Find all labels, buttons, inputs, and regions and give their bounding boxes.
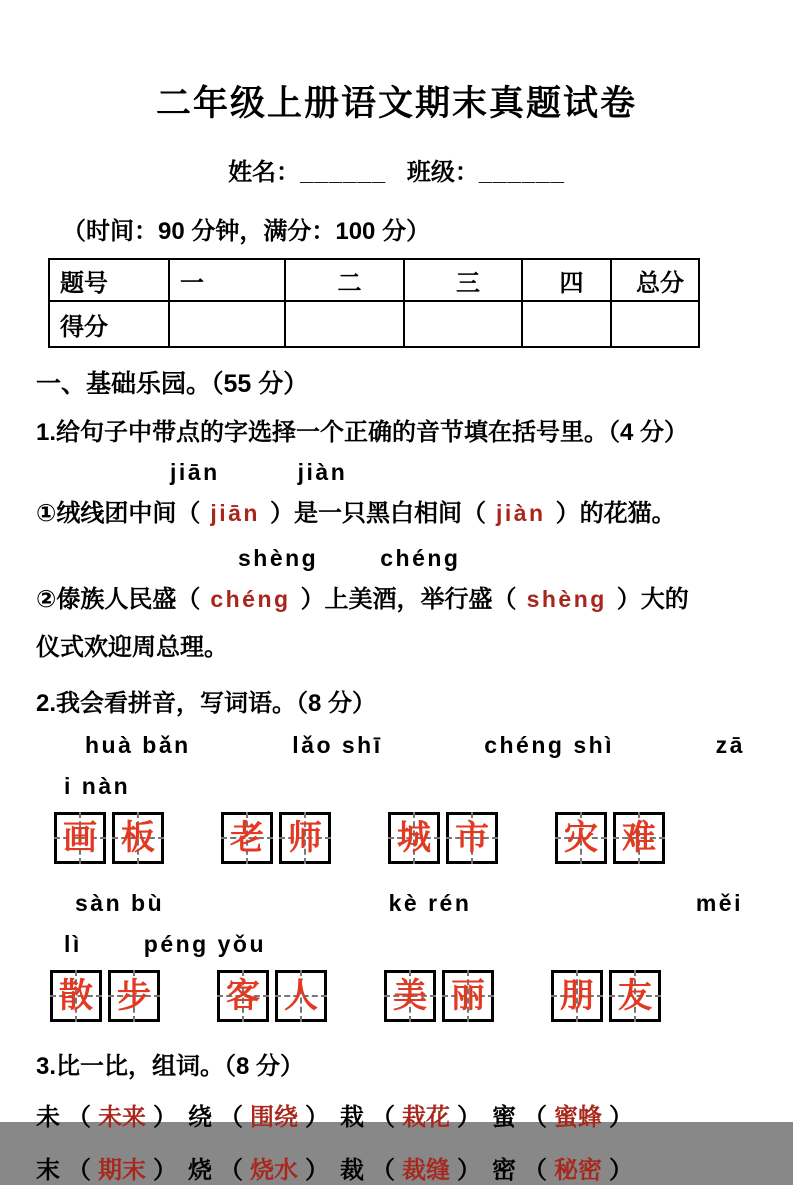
character-box	[217, 970, 269, 1022]
q1-s2-answer-2: shèng	[526, 586, 607, 612]
q3-prompt: 3.比一比，组词。（8 分）	[36, 1053, 305, 1080]
paren-open: （	[371, 1104, 395, 1131]
q1-choice-sheng4: shèng	[238, 545, 319, 571]
time-score-note: （时间：90 分钟，满分：100 分）	[62, 218, 431, 245]
pinyin-li-part2: lì	[64, 931, 82, 957]
character-box	[551, 970, 603, 1022]
q1-sentence-1	[36, 496, 757, 531]
character-box	[279, 812, 331, 864]
q1-sentence-2	[36, 582, 757, 617]
word-pair-laoshi	[221, 812, 331, 864]
base-character: 未	[36, 1104, 60, 1131]
q2-prompt: 2.我会看拼音，写词语。（8 分）	[36, 690, 377, 717]
q1-s1-text: ）的花猫。	[555, 500, 676, 527]
answer-word: 围绕	[250, 1104, 298, 1131]
q1-s2-text: ）大的	[616, 586, 689, 613]
paren-close: ）	[457, 1157, 481, 1184]
answer-word: 秘密	[554, 1157, 602, 1184]
character-box	[446, 812, 498, 864]
q1-choice-cheng2: chéng	[380, 545, 461, 571]
paren-open: （	[219, 1104, 243, 1131]
answer-character: 老	[230, 819, 264, 857]
answer-word: 期末	[98, 1157, 146, 1184]
q1-choice-jian1: jiān	[170, 459, 220, 485]
character-box	[442, 970, 494, 1022]
q1-s2-answer-1: chéng	[210, 586, 291, 612]
name-blank: ______	[300, 159, 387, 186]
paren-close: ）	[609, 1157, 633, 1184]
q2-pinyin-row1-line2: i nàn	[64, 773, 131, 799]
answer-word: 裁缝	[402, 1157, 450, 1184]
score-header-cell: 二	[285, 259, 404, 301]
character-box	[613, 812, 665, 864]
answer-character: 市	[455, 819, 489, 857]
q3-line2	[36, 1150, 793, 1185]
page-title: 二年级上册语文期末真题试卷	[155, 84, 637, 123]
answer-character: 朋	[560, 977, 594, 1015]
answer-character: 散	[59, 977, 93, 1015]
answer-character: 丽	[451, 977, 485, 1015]
q1-choice-line-1	[170, 459, 793, 486]
score-cell-empty	[611, 301, 699, 347]
answer-word: 烧水	[250, 1157, 298, 1184]
score-cell-empty	[522, 301, 611, 347]
character-box	[384, 970, 436, 1022]
score-header-cell: 四	[522, 259, 611, 301]
pinyin-ke-ren: kè rén	[388, 890, 472, 916]
base-character: 蜜	[492, 1104, 516, 1131]
base-character: 烧	[188, 1157, 212, 1184]
section1-heading: 一、基础乐园。（55 分）	[36, 370, 309, 398]
answer-character: 师	[288, 819, 322, 857]
q1-s1-text: ①绒线团中间（	[36, 500, 201, 527]
score-header-cell: 一	[169, 259, 285, 301]
character-box	[112, 812, 164, 864]
paren-close: ）	[609, 1104, 633, 1131]
paren-close: ）	[153, 1104, 177, 1131]
character-box	[50, 970, 102, 1022]
q1-s1-text: ）是一只黑白相间（	[269, 500, 486, 527]
answer-character: 人	[284, 977, 318, 1015]
pinyin-peng-you: péng yǒu	[143, 931, 267, 957]
paren-close: ）	[305, 1157, 329, 1184]
pinyin-lao-shi: lǎo shī	[292, 732, 383, 758]
answer-character: 难	[622, 819, 656, 857]
score-label-cell: 得分	[49, 301, 169, 347]
score-table	[48, 258, 700, 348]
answer-word: 栽花	[402, 1104, 450, 1131]
pinyin-mei-part1: měi	[695, 890, 743, 916]
base-character: 末	[36, 1157, 60, 1184]
base-character: 栽	[340, 1104, 364, 1131]
answer-word: 未来	[98, 1104, 146, 1131]
answer-character: 友	[618, 977, 652, 1015]
word-pair-zainan	[555, 812, 665, 864]
paren-open: （	[67, 1157, 91, 1184]
q2-pinyin-row2-line2	[64, 931, 793, 958]
paren-close: ）	[457, 1104, 481, 1131]
paren-open: （	[523, 1157, 547, 1184]
character-box	[555, 812, 607, 864]
q1-sentence-2-continued: 仪式欢迎周总理。	[36, 634, 228, 661]
answer-word: 蜜蜂	[554, 1104, 602, 1131]
score-cell-empty	[285, 301, 404, 347]
paren-open: （	[371, 1157, 395, 1184]
word-pair-pengyou	[551, 970, 661, 1022]
q2-answer-boxes-row1	[54, 812, 793, 864]
answer-character: 城	[397, 819, 431, 857]
q1-s2-text: ②傣族人民盛（	[36, 586, 201, 613]
class-blank: ______	[478, 159, 565, 186]
answer-character: 灾	[564, 819, 598, 857]
word-pair-meili	[384, 970, 494, 1022]
score-header-cell: 题号	[49, 259, 169, 301]
score-cell-empty	[404, 301, 522, 347]
q2-answer-boxes-row2	[50, 970, 793, 1022]
paren-open: （	[523, 1104, 547, 1131]
base-character: 密	[492, 1157, 516, 1184]
character-box	[609, 970, 661, 1022]
paren-close: ）	[153, 1157, 177, 1184]
score-header-cell: 总分	[611, 259, 699, 301]
answer-character: 美	[393, 977, 427, 1015]
q1-choice-jian4: jiàn	[297, 459, 348, 485]
score-table-score-row	[49, 301, 699, 347]
character-box	[221, 812, 273, 864]
answer-character: 板	[121, 819, 155, 857]
q3-line1	[36, 1097, 793, 1132]
word-pair-chengshi	[388, 812, 498, 864]
score-header-cell: 三	[404, 259, 522, 301]
name-class-line	[0, 152, 793, 187]
class-label: 班级：	[406, 159, 479, 186]
pinyin-san-bu: sàn bù	[75, 890, 165, 916]
q1-s1-answer-2: jiàn	[495, 500, 546, 526]
paren-close: ）	[305, 1104, 329, 1131]
paren-open: （	[219, 1157, 243, 1184]
character-box	[275, 970, 327, 1022]
pinyin-cheng-shi: chéng shì	[484, 732, 615, 758]
answer-character: 客	[226, 977, 260, 1015]
word-pair-keren	[217, 970, 327, 1022]
q2-pinyin-row2-line1	[75, 890, 743, 917]
character-box	[108, 970, 160, 1022]
name-label: 姓名：	[228, 159, 301, 186]
word-pair-sanbu	[50, 970, 160, 1022]
q1-prompt: 1.给句子中带点的字选择一个正确的音节填在括号里。（4 分）	[36, 419, 689, 446]
base-character: 裁	[340, 1157, 364, 1184]
score-cell-empty	[169, 301, 285, 347]
base-character: 绕	[188, 1104, 212, 1131]
q2-pinyin-row1-line1	[85, 732, 745, 759]
q1-s1-answer-1: jiān	[210, 500, 260, 526]
score-table-header-row	[49, 259, 699, 301]
answer-character: 步	[117, 977, 151, 1015]
word-pair-huaban	[54, 812, 164, 864]
pinyin-hua-ban: huà bǎn	[85, 732, 191, 758]
q1-s2-text: ）上美酒，举行盛（	[300, 586, 517, 613]
q1-choice-line-2	[238, 545, 793, 572]
character-box	[388, 812, 440, 864]
answer-character: 画	[63, 819, 97, 857]
character-box	[54, 812, 106, 864]
pinyin-zai-part1: zā	[715, 732, 745, 758]
paren-open: （	[67, 1104, 91, 1131]
